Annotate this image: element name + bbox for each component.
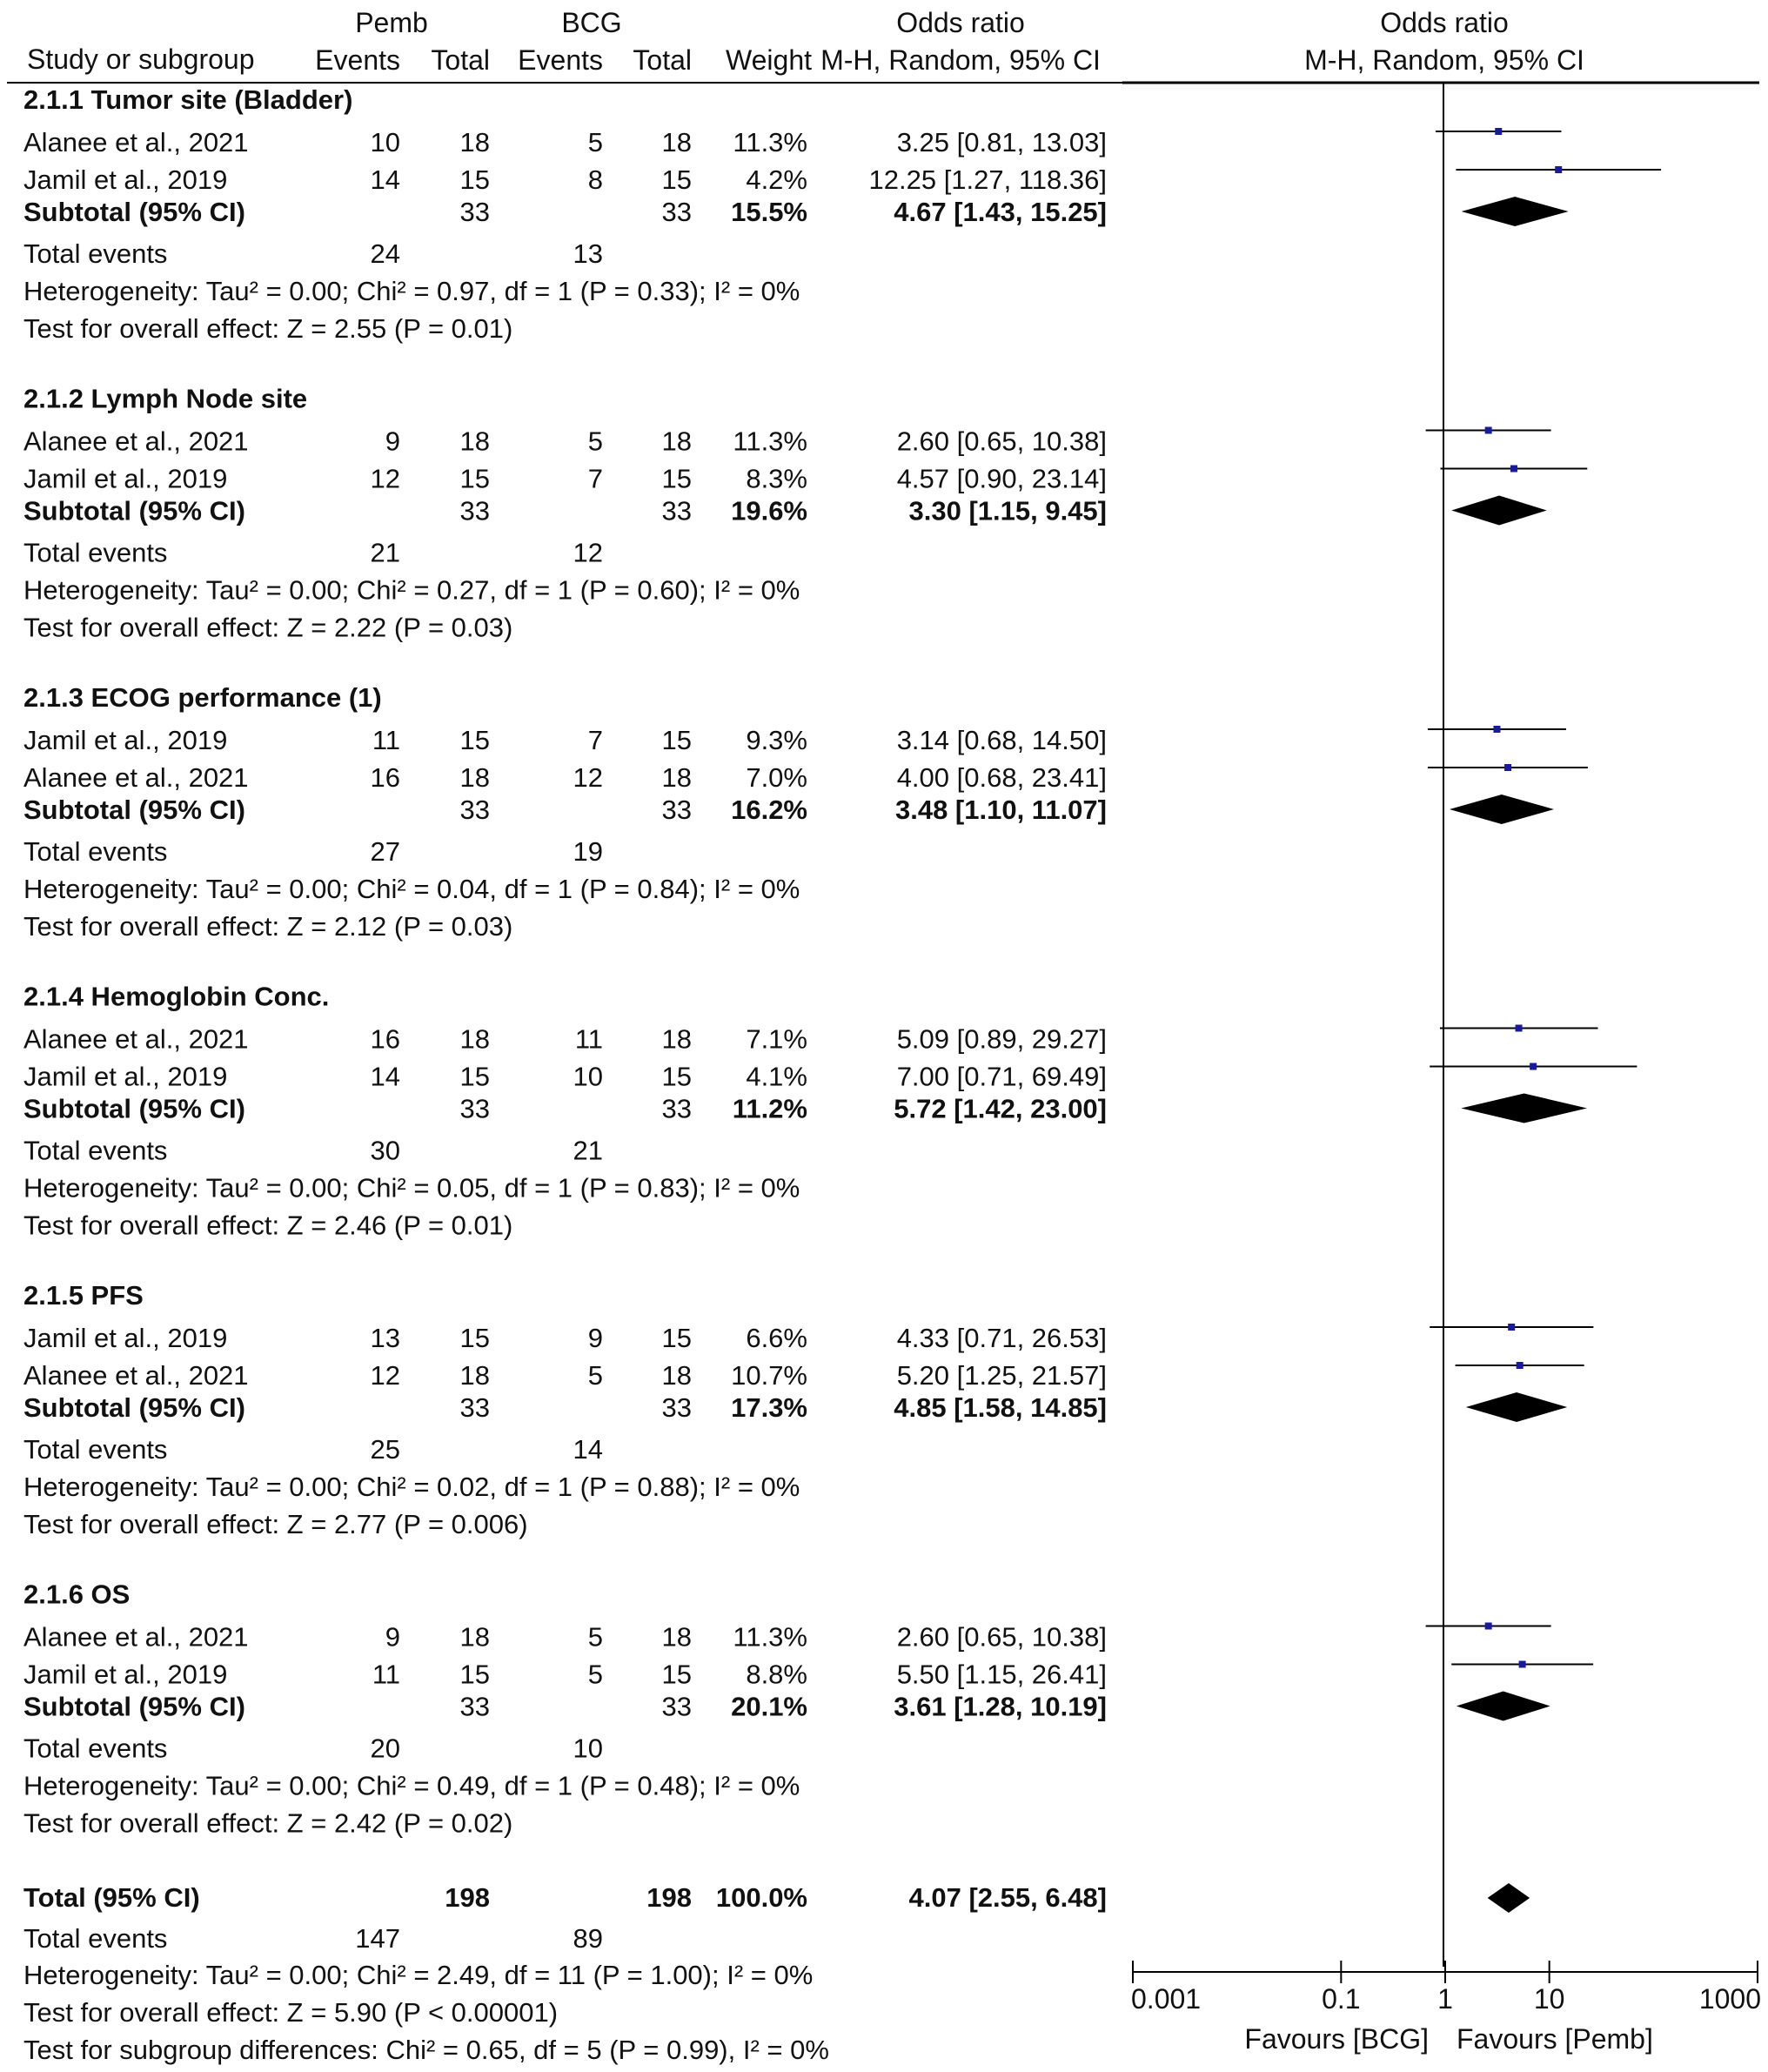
study-point-estimate	[1555, 166, 1562, 173]
study-total-bcg: 15	[661, 463, 692, 494]
study-or-ci: 3.14 [0.68, 14.50]	[896, 725, 1107, 755]
x-tick-label: 10	[1533, 1983, 1565, 2015]
study-events-bcg: 10	[573, 1061, 603, 1092]
x-tick-label: 0.1	[1322, 1983, 1361, 2015]
subtotal-label: Subtotal (95% CI)	[23, 1392, 245, 1423]
subtotal-weight: 19.6%	[731, 495, 807, 526]
x-tick-label: 0.001	[1131, 1983, 1202, 2015]
total-overall-effect: Test for overall effect: Z = 5.90 (P < 0.00001)	[23, 1997, 559, 2028]
study-total-bcg: 15	[661, 164, 692, 195]
study-total-pemb: 15	[459, 725, 490, 755]
study-point-estimate	[1510, 466, 1517, 473]
subtotal-or-ci: 4.67 [1.43, 15.25]	[894, 197, 1107, 227]
subtotal-or-ci: 5.72 [1.42, 23.00]	[894, 1093, 1107, 1124]
study-events-pemb: 14	[370, 164, 400, 195]
events-sum-pemb: 20	[370, 1733, 400, 1764]
study-events-pemb: 9	[385, 1621, 400, 1653]
total-diamond	[1488, 1883, 1530, 1913]
study-weight: 10.7%	[731, 1360, 807, 1391]
study-events-bcg: 5	[587, 1360, 603, 1391]
study-total-bcg: 18	[661, 1621, 692, 1653]
subtotal-total-bcg: 33	[661, 495, 692, 526]
study-weight: 9.3%	[746, 725, 807, 755]
study-weight: 7.0%	[746, 762, 807, 793]
overall-effect-text: Test for overall effect: Z = 2.12 (P = 0.03)	[23, 911, 513, 942]
study-events-bcg: 8	[587, 164, 603, 195]
study-total-pemb: 15	[459, 463, 490, 494]
favours-left-label: Favours [BCG]	[1244, 2023, 1429, 2055]
subtotal-diamond	[1462, 197, 1569, 226]
subtotal-label: Subtotal (95% CI)	[23, 1093, 245, 1124]
study-weight: 11.3%	[733, 426, 807, 457]
subtotal-label: Subtotal (95% CI)	[23, 495, 245, 526]
study-events-bcg: 5	[587, 426, 603, 457]
heterogeneity-text: Heterogeneity: Tau² = 0.00; Chi² = 0.02, df = 1 (P = 0.88); I² = 0%	[23, 1472, 800, 1502]
events-sum-pemb: 25	[370, 1434, 400, 1465]
subtotal-weight: 15.5%	[731, 197, 807, 227]
total-events-pemb: 147	[355, 1923, 400, 1954]
study-point-estimate	[1495, 128, 1502, 135]
study-events-bcg: 5	[587, 1621, 603, 1653]
heterogeneity-text: Heterogeneity: Tau² = 0.00; Chi² = 0.27, df = 1 (P = 0.60); I² = 0%	[23, 574, 800, 606]
total-heterogeneity: Heterogeneity: Tau² = 0.00; Chi² = 2.49, df = 11 (P = 1.00); I² = 0%	[23, 1960, 814, 1990]
study-name: Alanee et al., 2021	[23, 1360, 249, 1391]
heterogeneity-text: Heterogeneity: Tau² = 0.00; Chi² = 0.05, df = 1 (P = 0.83); I² = 0%	[23, 1172, 800, 1204]
header-study-col: Study or subgroup	[27, 44, 255, 75]
subtotal-total-bcg: 33	[661, 197, 692, 227]
study-point-estimate	[1508, 1324, 1515, 1331]
overall-effect-text: Test for overall effect: Z = 2.46 (P = 0.01)	[23, 1210, 513, 1241]
events-sum-pemb: 21	[370, 537, 400, 568]
overall-effect-text: Test for overall effect: Z = 2.42 (P = 0.02)	[23, 1807, 513, 1839]
study-point-estimate	[1519, 1661, 1526, 1668]
study-or-ci: 4.00 [0.68, 23.41]	[896, 762, 1107, 793]
study-weight: 4.1%	[746, 1061, 807, 1092]
total-n-pemb: 198	[445, 1882, 490, 1913]
study-or-ci: 2.60 [0.65, 10.38]	[896, 1621, 1107, 1653]
study-total-bcg: 15	[661, 1659, 692, 1690]
subtotal-weight: 20.1%	[731, 1691, 807, 1722]
study-or-ci: 2.60 [0.65, 10.38]	[896, 426, 1107, 457]
study-events-pemb: 12	[370, 1360, 400, 1391]
study-point-estimate	[1493, 726, 1500, 733]
study-total-bcg: 15	[661, 725, 692, 755]
subtotal-or-ci: 3.61 [1.28, 10.19]	[894, 1691, 1107, 1722]
study-total-pemb: 18	[459, 127, 490, 158]
study-name: Alanee et al., 2021	[23, 127, 249, 158]
subgroup-title: 2.1.6 OS	[23, 1579, 131, 1610]
events-sum-bcg: 14	[573, 1434, 603, 1465]
study-weight: 11.3%	[733, 1621, 807, 1653]
header-events-2: Events	[518, 44, 603, 76]
study-total-pemb: 18	[459, 1360, 490, 1391]
study-events-bcg: 5	[587, 127, 603, 158]
study-or-ci: 5.20 [1.25, 21.57]	[896, 1360, 1107, 1391]
study-name: Jamil et al., 2019	[23, 725, 228, 755]
events-sum-bcg: 12	[573, 537, 603, 568]
study-total-bcg: 18	[661, 1360, 692, 1391]
study-events-pemb: 14	[370, 1061, 400, 1092]
total-events-label: Total events	[23, 1135, 168, 1166]
study-events-bcg: 7	[587, 463, 603, 494]
study-point-estimate	[1516, 1025, 1523, 1032]
study-total-pemb: 15	[459, 1659, 490, 1690]
study-weight: 11.3%	[733, 127, 807, 158]
subgroup-title: 2.1.1 Tumor site (Bladder)	[23, 84, 353, 115]
overall-effect-text: Test for overall effect: Z = 2.22 (P = 0.03)	[23, 612, 513, 643]
header-or-method: M-H, Random, 95% CI	[820, 44, 1101, 76]
subtotal-diamond	[1457, 1692, 1550, 1721]
heterogeneity-text: Heterogeneity: Tau² = 0.00; Chi² = 0.49, df = 1 (P = 0.48); I² = 0%	[23, 1770, 800, 1801]
heterogeneity-text: Heterogeneity: Tau² = 0.00; Chi² = 0.97, df = 1 (P = 0.33); I² = 0%	[23, 276, 800, 306]
total-events-label: Total events	[23, 238, 168, 269]
study-point-estimate	[1485, 427, 1492, 434]
favours-right-label: Favours [Pemb]	[1457, 2023, 1653, 2055]
header-weight: Weight	[725, 44, 812, 76]
subtotal-label: Subtotal (95% CI)	[23, 197, 245, 227]
header-group1-name: Pemb	[355, 7, 428, 38]
subtotal-total-pemb: 33	[459, 1093, 490, 1124]
total-n-bcg: 198	[646, 1882, 692, 1913]
subtotal-or-ci: 3.48 [1.10, 11.07]	[894, 795, 1107, 825]
total-events-label: Total events	[23, 537, 168, 568]
study-or-ci: 12.25 [1.27, 118.36]	[868, 164, 1107, 195]
study-events-pemb: 13	[370, 1323, 400, 1353]
header-total-2: Total	[633, 44, 692, 76]
study-total-bcg: 18	[661, 426, 692, 457]
subtotal-total-bcg: 33	[661, 795, 692, 825]
study-total-pemb: 15	[459, 1061, 490, 1092]
study-events-pemb: 16	[370, 1023, 400, 1055]
overall-effect-text: Test for overall effect: Z = 2.55 (P = 0.01)	[23, 313, 513, 344]
subtotal-label: Subtotal (95% CI)	[23, 1691, 245, 1722]
events-sum-bcg: 19	[573, 836, 603, 867]
subtotal-weight: 16.2%	[731, 795, 807, 825]
study-name: Jamil et al., 2019	[23, 1659, 228, 1690]
subgroup-title: 2.1.2 Lymph Node site	[23, 383, 308, 414]
subtotal-weight: 11.2%	[732, 1093, 807, 1124]
header-events-1: Events	[315, 44, 400, 76]
events-sum-pemb: 24	[370, 238, 400, 269]
study-weight: 4.2%	[746, 164, 807, 195]
study-point-estimate	[1485, 1623, 1492, 1630]
x-tick-label: 1000	[1698, 1983, 1761, 2015]
study-events-bcg: 11	[574, 1023, 603, 1055]
subtotal-or-ci: 4.85 [1.58, 14.85]	[894, 1392, 1107, 1423]
study-total-pemb: 18	[459, 426, 490, 457]
events-sum-bcg: 13	[573, 238, 603, 269]
study-name: Alanee et al., 2021	[23, 762, 249, 793]
subtotal-label: Subtotal (95% CI)	[23, 795, 245, 825]
subgroup-title: 2.1.3 ECOG performance (1)	[23, 682, 382, 713]
subtotal-total-bcg: 33	[661, 1093, 692, 1124]
study-total-pemb: 18	[459, 762, 490, 793]
subtotal-total-bcg: 33	[661, 1392, 692, 1423]
subtotal-total-pemb: 33	[459, 795, 490, 825]
study-or-ci: 5.50 [1.15, 26.41]	[896, 1659, 1107, 1690]
study-events-bcg: 9	[587, 1323, 603, 1353]
study-events-pemb: 16	[370, 762, 400, 793]
study-point-estimate	[1517, 1362, 1524, 1369]
study-events-pemb: 11	[372, 725, 400, 755]
study-name: Jamil et al., 2019	[23, 164, 228, 195]
subtotal-total-pemb: 33	[459, 1392, 490, 1423]
study-events-pemb: 10	[370, 127, 400, 158]
study-total-bcg: 18	[661, 127, 692, 158]
study-events-bcg: 5	[587, 1659, 603, 1690]
study-events-pemb: 9	[385, 426, 400, 457]
study-total-pemb: 15	[459, 1323, 490, 1353]
header-total-1: Total	[431, 44, 490, 76]
events-sum-pemb: 30	[370, 1135, 400, 1166]
study-point-estimate	[1504, 764, 1511, 771]
subgroup-title: 2.1.5 PFS	[23, 1280, 144, 1311]
study-name: Alanee et al., 2021	[23, 1621, 249, 1653]
study-events-pemb: 11	[372, 1659, 400, 1690]
subtotal-total-bcg: 33	[661, 1691, 692, 1722]
events-sum-bcg: 10	[573, 1733, 603, 1764]
subtotal-diamond	[1451, 496, 1546, 526]
subtotal-weight: 17.3%	[731, 1392, 807, 1423]
study-weight: 8.8%	[746, 1659, 807, 1690]
study-name: Jamil et al., 2019	[23, 463, 228, 494]
study-weight: 7.1%	[746, 1023, 807, 1055]
subtotal-diamond	[1466, 1392, 1567, 1422]
total-events-label: Total events	[23, 1733, 168, 1764]
x-tick-label: 1	[1437, 1983, 1453, 2015]
study-total-bcg: 18	[661, 1023, 692, 1055]
study-or-ci: 5.09 [0.89, 29.27]	[896, 1023, 1107, 1055]
total-label: Total (95% CI)	[23, 1882, 200, 1913]
total-events-label: Total events	[23, 1434, 168, 1465]
subtotal-total-pemb: 33	[459, 495, 490, 526]
events-sum-bcg: 21	[573, 1135, 603, 1166]
subtotal-diamond	[1450, 795, 1554, 824]
subtotal-total-pemb: 33	[459, 197, 490, 227]
events-sum-pemb: 27	[370, 836, 400, 867]
study-weight: 8.3%	[746, 463, 807, 494]
study-or-ci: 3.25 [0.81, 13.03]	[896, 127, 1107, 158]
study-name: Alanee et al., 2021	[23, 1023, 249, 1055]
study-name: Alanee et al., 2021	[23, 426, 249, 457]
study-total-pemb: 18	[459, 1023, 490, 1055]
subgroup-differences: Test for subgroup differences: Chi² = 0.65, df = 5 (P = 0.99), I² = 0%	[23, 2035, 829, 2065]
study-events-bcg: 7	[587, 725, 603, 755]
subtotal-diamond	[1461, 1094, 1587, 1123]
study-total-bcg: 15	[661, 1323, 692, 1353]
study-name: Jamil et al., 2019	[23, 1323, 228, 1353]
study-point-estimate	[1530, 1063, 1537, 1070]
overall-effect-text: Test for overall effect: Z = 2.77 (P = 0.006)	[23, 1509, 528, 1539]
total-events-label: Total events	[23, 1923, 168, 1954]
header-group2-name: BCG	[561, 7, 622, 38]
study-or-ci: 4.57 [0.90, 23.14]	[896, 463, 1107, 494]
header-plot-method: M-H, Random, 95% CI	[1304, 44, 1584, 76]
total-or-ci: 4.07 [2.55, 6.48]	[908, 1882, 1107, 1913]
subtotal-or-ci: 3.30 [1.15, 9.45]	[908, 495, 1107, 526]
study-events-bcg: 12	[573, 762, 603, 793]
total-events-bcg: 89	[573, 1923, 603, 1954]
total-weight: 100.0%	[715, 1882, 807, 1913]
study-total-bcg: 18	[661, 762, 692, 793]
header-plot-title: Odds ratio	[1380, 7, 1509, 38]
subtotal-total-pemb: 33	[459, 1691, 490, 1722]
subgroup-title: 2.1.4 Hemoglobin Conc.	[23, 981, 330, 1012]
study-name: Jamil et al., 2019	[23, 1061, 228, 1092]
study-or-ci: 4.33 [0.71, 26.53]	[896, 1323, 1107, 1353]
study-total-pemb: 15	[459, 164, 490, 195]
study-total-pemb: 18	[459, 1621, 490, 1653]
study-total-bcg: 15	[661, 1061, 692, 1092]
header-or-title: Odds ratio	[896, 7, 1025, 38]
total-events-label: Total events	[23, 836, 168, 867]
heterogeneity-text: Heterogeneity: Tau² = 0.00; Chi² = 0.04, df = 1 (P = 0.84); I² = 0%	[23, 874, 800, 904]
study-or-ci: 7.00 [0.71, 69.49]	[896, 1061, 1107, 1092]
study-weight: 6.6%	[746, 1323, 807, 1353]
study-events-pemb: 12	[370, 463, 400, 494]
